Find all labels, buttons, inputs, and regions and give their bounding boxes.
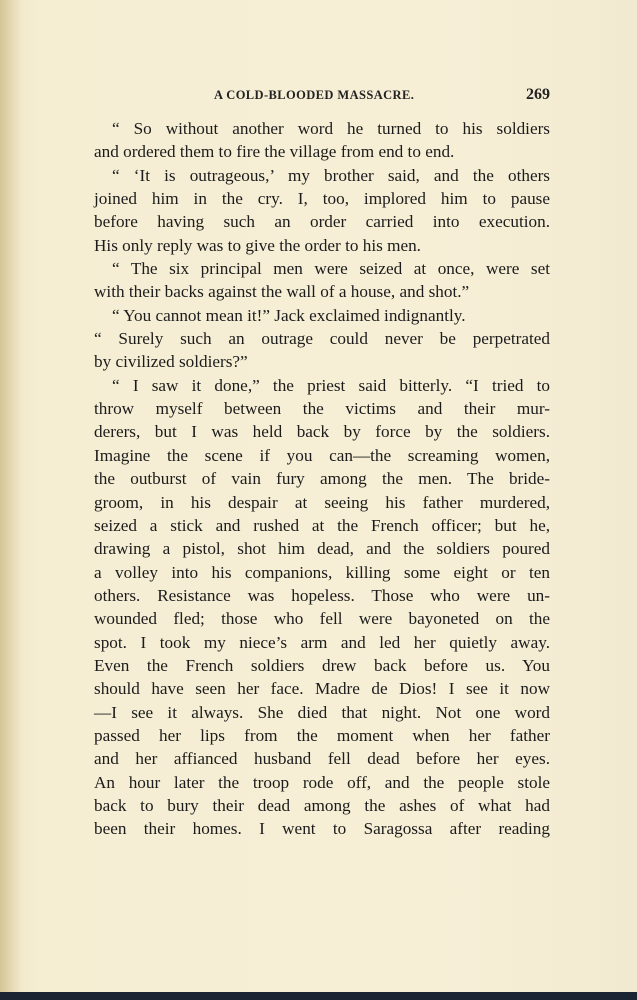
text-line: Even the French soldiers drew back before us. You <box>94 655 550 675</box>
text-line: back to bury their dead among the ashes of what had <box>94 795 550 815</box>
text-line: “ Surely such an outrage could never be perpetrated <box>94 329 550 349</box>
text-line: joined him in the cry. I, too, implored him to pause <box>94 189 550 209</box>
text-line: An hour later the troop rode off, and the people stole <box>94 772 550 792</box>
gutter-shadow <box>0 0 22 992</box>
page-number: 269 <box>526 86 550 103</box>
text-line: and her affianced husband fell dead before her eyes. <box>94 749 550 769</box>
running-title: A COLD-BLOODED MASSACRE. <box>214 88 415 102</box>
text-line: Imagine the scene if you can—the screaming women, <box>94 445 550 465</box>
text-line: spot. I took my niece’s arm and led her quietly away. <box>94 632 550 652</box>
text-line: —I see it always. She died that night. Not one word <box>94 702 550 722</box>
text-line: been their homes. I went to Saragossa after reading <box>94 819 550 839</box>
text-line: “ I saw it done,” the priest said bitterly. “I tried to <box>112 375 550 395</box>
text-line: seized a stick and rushed at the French officer; but he, <box>94 515 550 535</box>
body-text <box>94 117 550 841</box>
text-line: “ So without another word he turned to his soldiers <box>112 119 550 138</box>
text-line: others. Resistance was hopeless. Those who were un- <box>94 585 550 605</box>
text-line: with their backs against the wall of a house, and shot.” <box>94 282 470 302</box>
text-line: a volley into his companions, killing some eight or ten <box>94 562 550 582</box>
text-line: passed her lips from the moment when her father <box>94 725 550 745</box>
text-line: derers, but I was held back by force by the soldiers. <box>94 422 550 442</box>
text-line: “ You cannot mean it!” Jack exclaimed indignantly. <box>112 305 466 325</box>
text-line: groom, in his despair at seeing his father murdered, <box>94 492 550 512</box>
scan-bottom-edge <box>0 992 637 1000</box>
text-line: “ ‘It is outrageous,’ my brother said, and the others <box>112 165 550 185</box>
text-line: throw myself between the victims and their mur- <box>94 399 550 419</box>
text-line: should have seen her face. Madre de Dios! I see it now <box>94 679 550 699</box>
text-line: His only reply was to give the order to his men. <box>94 235 421 255</box>
text-line: by civilized soldiers?” <box>94 352 248 372</box>
text-line: the outburst of vain fury among the men. The bride- <box>94 469 550 489</box>
text-line: drawing a pistol, shot him dead, and the soldiers poured <box>94 539 550 559</box>
text-line: and ordered them to fire the village from end to end. <box>94 142 455 162</box>
text-line: “ The six principal men were seized at once, were set <box>112 259 550 279</box>
text-line: before having such an order carried into execution. <box>94 212 550 232</box>
text-line: wounded fled; those who fell were bayoneted on the <box>94 609 550 629</box>
running-head <box>94 86 550 106</box>
